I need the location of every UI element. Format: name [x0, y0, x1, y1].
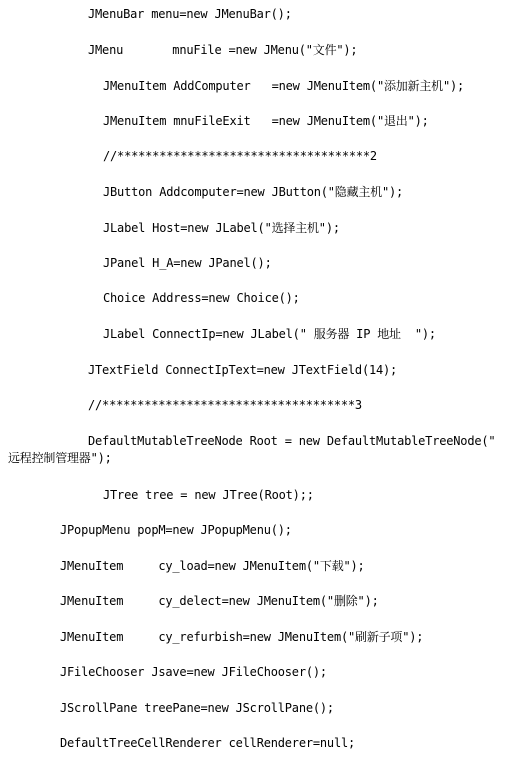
code-line-tree: JTree tree = new JTree(Root);; — [103, 488, 314, 502]
code-line-menubar: JMenuBar menu=new JMenuBar(); — [88, 7, 292, 21]
code-line-cell-renderer: DefaultTreeCellRenderer cellRenderer=null; — [60, 736, 356, 750]
code-line-item-delete: JMenuItem cy_delect=new JMenuItem("删除"); — [60, 594, 379, 608]
code-line-item-load: JMenuItem cy_load=new JMenuItem("下载"); — [60, 559, 365, 573]
code-line-menu-file: JMenu mnuFile =new JMenu("文件"); — [88, 43, 358, 57]
code-line-file-exit: JMenuItem mnuFileExit =new JMenuItem("退出"); — [103, 114, 429, 128]
code-line-item-refresh: JMenuItem cy_refurbish=new JMenuItem("刷新子项"); — [60, 630, 424, 644]
code-line-tree-node: DefaultMutableTreeNode Root = new DefaultMutableTreeNode(" — [88, 434, 496, 448]
code-line-choice: Choice Address=new Choice(); — [103, 291, 300, 305]
code-line-add-computer: JMenuItem AddComputer =new JMenuItem("添加新主机"); — [103, 79, 465, 93]
code-line-tree-node-cont: 远程控制管理器"); — [8, 451, 112, 465]
code-line-panel: JPanel H_A=new JPanel(); — [103, 256, 272, 270]
code-line-comment-3: //************************************3 — [88, 398, 362, 412]
code-line-label-ip: JLabel ConnectIp=new JLabel(" 服务器 IP 地址 "); — [103, 327, 436, 341]
code-line-label-host: JLabel Host=new JLabel("选择主机"); — [103, 221, 340, 235]
code-line-button: JButton Addcomputer=new JButton("隐藏主机"); — [103, 185, 404, 199]
code-line-popup-menu: JPopupMenu popM=new JPopupMenu(); — [60, 523, 292, 537]
code-line-textfield: JTextField ConnectIpText=new JTextField(14); — [88, 363, 398, 377]
code-line-comment-2: //************************************2 — [103, 149, 377, 163]
code-line-file-chooser: JFileChooser Jsave=new JFileChooser(); — [60, 665, 327, 679]
code-line-scroll-pane: JScrollPane treePane=new JScrollPane(); — [60, 701, 334, 715]
